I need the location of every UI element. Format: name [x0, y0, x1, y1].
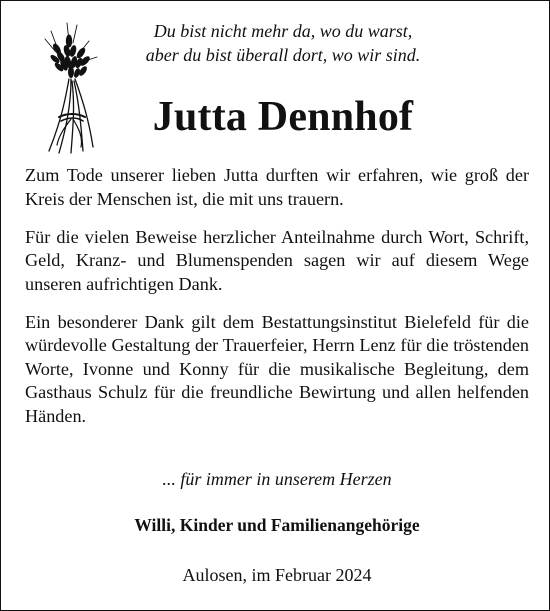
- paragraph-thanks: Für die vielen Beweise herzlicher Anteilnahme durch Wort, Schrift, Geld, Kranz- und Blumenspenden sagen wir auf diesem Wege unseren aufrichtigen Dank.: [25, 226, 529, 294]
- memorial-quote: [113, 19, 453, 67]
- paragraph-special-thanks: Ein besonderer Dank gilt dem Bestattungsinstitut Bielefeld für die würdevolle Gestaltung der Trauerfeier, Herrn Lenz für die tröstenden Worte, Ivonne und Konny für die musikalische Begleitung, dem Gasthaus Schulz für die freundliche Bewirtung und allen helfenden Händen.: [25, 311, 529, 426]
- wheat-bundle-icon: [31, 21, 109, 157]
- closing-line: ... für immer in unserem Herzen: [162, 469, 392, 489]
- paragraph-condolence: Zum Tode unserer lieben Jutta durften wir erfahren, wie groß der Kreis der Menschen ist, die mit uns trauern.: [25, 165, 529, 209]
- quote-line-1: Du bist nicht mehr da, wo du warst,: [153, 21, 413, 41]
- signature: Willi, Kinder und Familienangehörige: [134, 515, 420, 535]
- deceased-name: Jutta Dennhof: [152, 94, 414, 140]
- quote-line-2: aber du bist überall dort, wo wir sind.: [145, 45, 421, 65]
- place-date: Aulosen, im Februar 2024: [182, 565, 372, 585]
- notice-body: [25, 164, 529, 443]
